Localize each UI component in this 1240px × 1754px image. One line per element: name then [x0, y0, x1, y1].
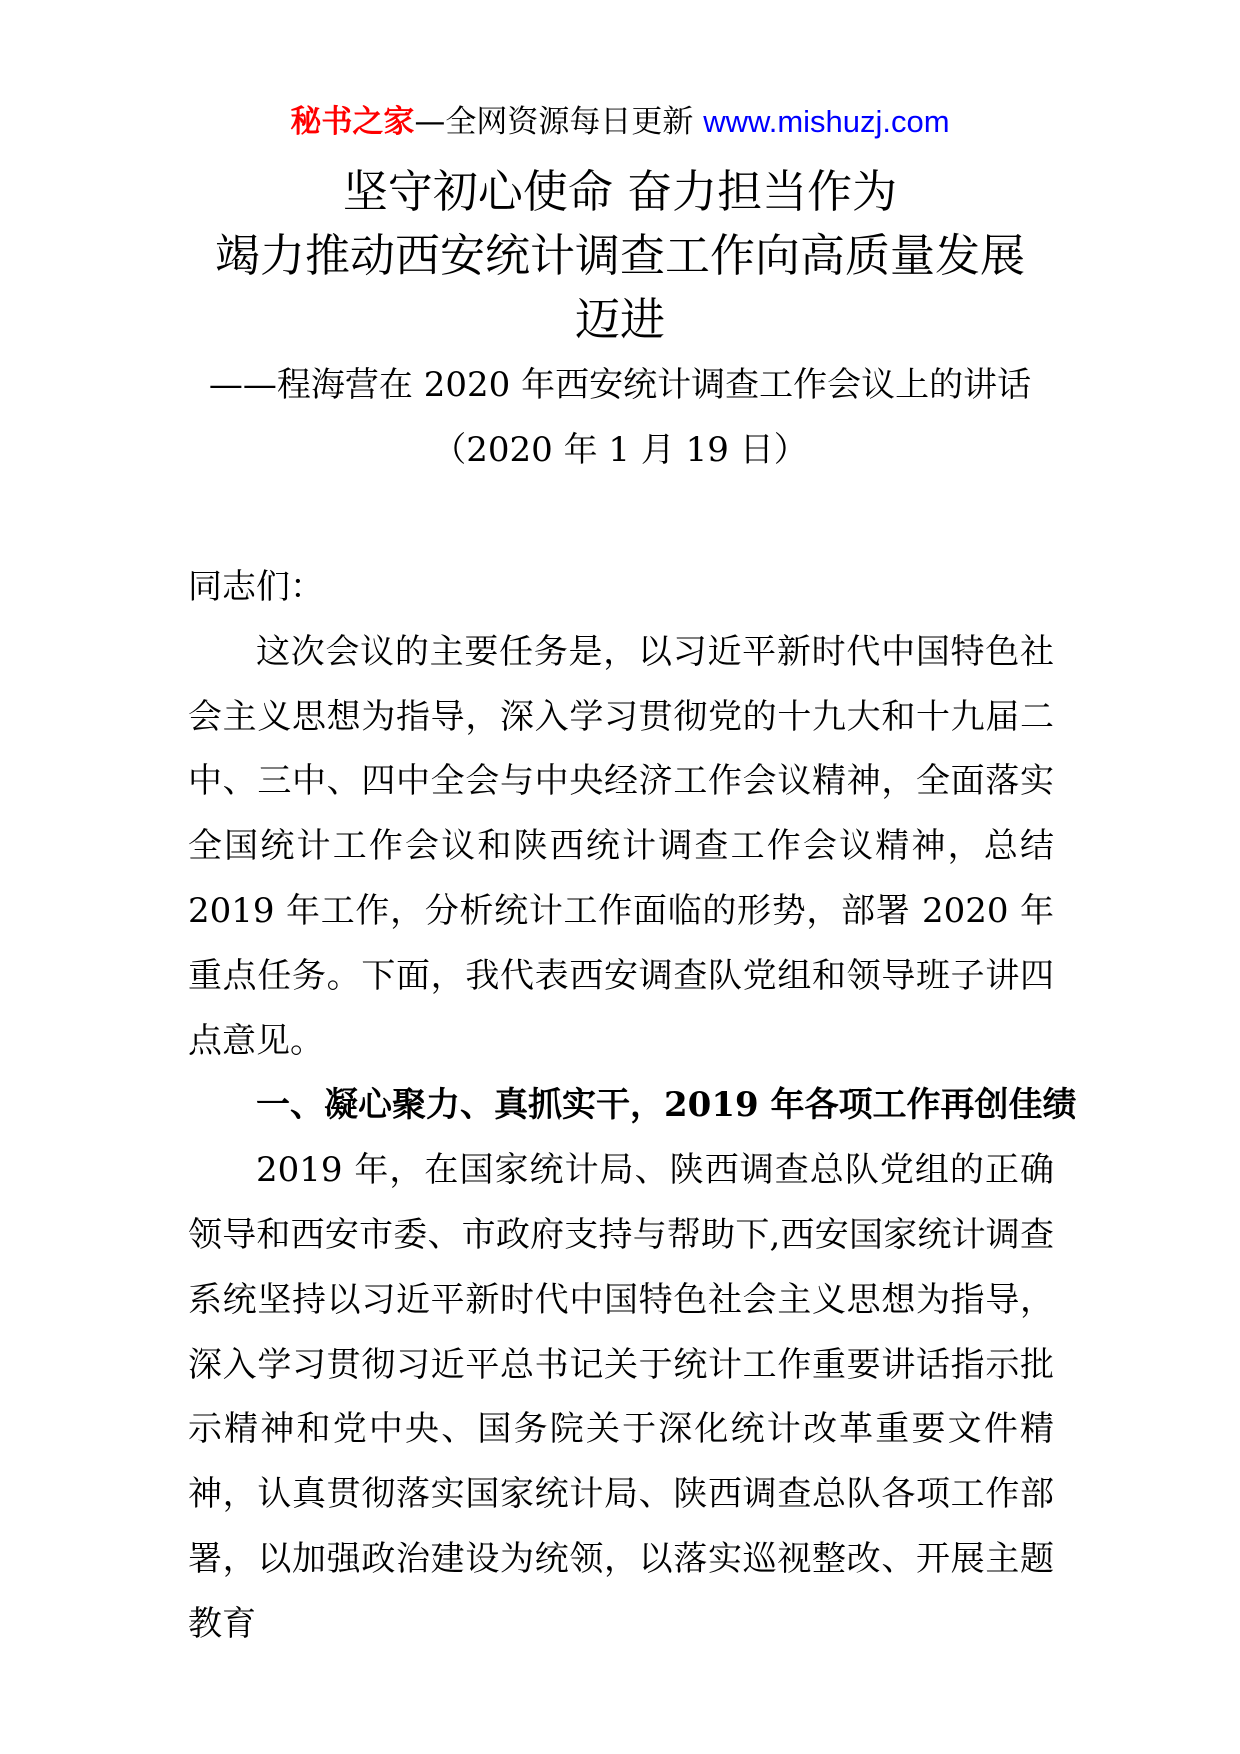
greeting: 同志们：: [188, 567, 324, 607]
site-url-link[interactable]: www.mishuzj.com: [703, 104, 950, 139]
brand-name: 秘书之家: [290, 104, 415, 140]
site-tagline: —全网资源每日更新: [414, 104, 704, 140]
site-header: [0, 100, 1240, 144]
body-paragraph-1: 这次会议的主要任务是，以习近平新时代中国特色社会主义思想为指导，深入学习贯彻党的十九大和十九届二中、三中、四中全会与中央经济工作会议精神，全面落实全国统计工作会议和陕西统计调查工作会议精神，总结 2019 年工作，分析统计工作面临的形势，部署 2020 年重点任务。下面，我代表西安调查队党组和领导班子讲四点意见。: [188, 631, 1054, 1061]
title-line-1: 坚守初心使命 奋力担当作为: [342, 165, 898, 218]
title-line-2: 竭力推动西安统计调查工作向高质量发展: [214, 229, 1025, 282]
document-subtitle: ——程海营在 2020 年西安统计调查工作会议上的讲话: [208, 365, 1032, 405]
document-date: （2020 年 1 月 19 日）: [432, 430, 808, 470]
title-line-3: 迈进: [574, 293, 665, 346]
section-heading-1: 一、凝心聚力、真抓实干，2019 年各项工作再创佳绩: [256, 1085, 1077, 1126]
body-paragraph-2: 2019 年，在国家统计局、陕西调查总队党组的正确领导和西安市委、市政府支持与帮助下,西安国家统计调查系统坚持以习近平新时代中国特色社会主义思想为指导，深入学习贯彻习近平总书记关于统计工作重要讲话指示批示精神和党中央、国务院关于深化统计改革重要文件精神，认真贯彻落实国家统计局、陕西调查总队各项工作部署，以加强政治建设为统领，以落实巡视整改、开展主题教育: [188, 1150, 1054, 1644]
document-body: [188, 555, 1077, 1657]
document-title: [130, 160, 1110, 352]
